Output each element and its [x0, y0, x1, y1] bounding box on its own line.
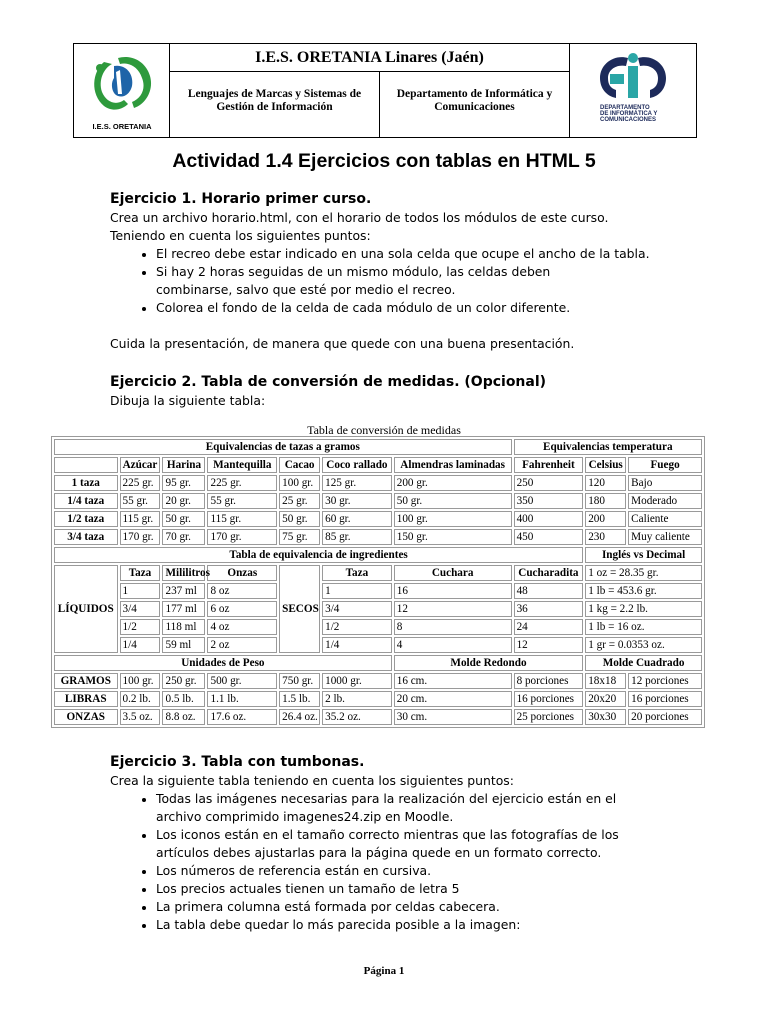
table-cell: 1/4 — [322, 637, 392, 653]
exercise-1-text-1: Crea un archivo horario.html, con el horario de todos los módulos de este curso. — [110, 210, 609, 225]
school-name: I.E.S. ORETANIA Linares (Jaén) — [170, 44, 570, 72]
table-cell: 4 oz — [207, 619, 277, 635]
table-cell: 115 gr. — [207, 511, 277, 527]
table-cell: 30 cm. — [394, 709, 512, 725]
header-ingredientes: Tabla de equivalencia de ingredientes — [54, 547, 583, 563]
table-cell: 100 gr. — [120, 673, 161, 689]
header-molde-redondo: Molde Redondo — [394, 655, 583, 671]
dept-line-1: Departamento de Informática y — [396, 88, 553, 100]
table-cell: 8 — [394, 619, 512, 635]
table-cell: 1 — [120, 583, 161, 599]
table-cell: 12 — [394, 601, 512, 617]
table-cell: 59 ml — [162, 637, 205, 653]
table-cell: 350 — [514, 493, 584, 509]
dept-line-2: Comunicaciones — [434, 101, 515, 113]
list-item: • Todas las imágenes necesarias para la realización del ejercicio están en el archivo comprimido imagenes24.zip en Moodle. — [156, 790, 630, 826]
table-row — [54, 529, 702, 545]
table-cell: 118 ml — [162, 619, 205, 635]
table-cell: 100 gr. — [279, 475, 320, 491]
col-header: Fuego — [628, 457, 702, 473]
col-header: Coco rallado — [322, 457, 392, 473]
table-cell: 250 gr. — [162, 673, 205, 689]
table-cell: 17.6 oz. — [207, 709, 277, 725]
table-cell: 30x30 — [585, 709, 626, 725]
table-cell: 1/2 — [120, 619, 161, 635]
table-cell: 85 gr. — [322, 529, 392, 545]
table-cell: 18x18 — [585, 673, 626, 689]
dic-caption-2: DE INFORMÁTICA Y — [600, 111, 658, 117]
table-cell: 16 porciones — [628, 691, 702, 707]
col-header: Cucharadita — [514, 565, 584, 581]
col-header: Cuchara — [394, 565, 512, 581]
table-row — [54, 619, 702, 635]
table-cell: 170 gr. — [120, 529, 161, 545]
table-cell: 100 gr. — [394, 511, 512, 527]
table-cell: 1 lb = 16 oz. — [585, 619, 702, 635]
header-peso: Unidades de Peso — [54, 655, 392, 671]
col-header: Celsius — [585, 457, 626, 473]
liquidos-label: LÍQUIDOS — [54, 565, 118, 653]
table-cell: 177 ml — [162, 601, 205, 617]
table-cell: 1.1 lb. — [207, 691, 277, 707]
table-cell: 200 — [585, 511, 626, 527]
table-cell: 20 gr. — [162, 493, 205, 509]
row-header: LIBRAS — [54, 691, 118, 707]
table-cell: Moderado — [628, 493, 702, 509]
header-temperatura: Equivalencias temperatura — [514, 439, 702, 455]
empty-cell — [54, 457, 118, 473]
list-item: • La primera columna está formada por celdas cabecera. — [156, 898, 630, 916]
table-cell: 50 gr. — [162, 511, 205, 527]
table-row — [54, 583, 702, 599]
table-row — [54, 601, 702, 617]
table-cell: 25 gr. — [279, 493, 320, 509]
table-cell: 48 — [514, 583, 584, 599]
table-cell: 30 gr. — [322, 493, 392, 509]
exercise-2-text: Dibuja la siguiente tabla: — [110, 393, 266, 408]
table-cell: 1/4 — [120, 637, 161, 653]
exercise-3-bullets — [110, 790, 710, 934]
table-cell: 16 cm. — [394, 673, 512, 689]
table-row — [54, 547, 702, 563]
ies-oretania-logo — [74, 44, 170, 137]
table-cell: 20x20 — [585, 691, 626, 707]
col-header: Fahrenheit — [514, 457, 584, 473]
table-cell: 12 porciones — [628, 673, 702, 689]
row-header: 1/2 taza — [54, 511, 118, 527]
table-row — [54, 475, 702, 491]
table-cell: 50 gr. — [279, 511, 320, 527]
table-cell: 50 gr. — [394, 493, 512, 509]
dic-logo — [570, 44, 696, 137]
table-cell: 225 gr. — [120, 475, 161, 491]
header-tazas: Equivalencias de tazas a gramos — [54, 439, 512, 455]
list-item: • La tabla debe quedar lo más parecida posible a la imagen: — [156, 916, 630, 934]
table-row — [54, 493, 702, 509]
exercise-1-text-2: Teniendo en cuenta los siguientes puntos: — [110, 228, 371, 243]
document-header — [73, 43, 697, 138]
dic-caption-1: DEPARTAMENTO — [600, 105, 650, 111]
exercise-3-heading: Ejercicio 3. Tabla con tumbonas. — [110, 754, 365, 770]
table-cell: 8.8 oz. — [162, 709, 205, 725]
subject-line-2: Gestión de Información — [216, 101, 333, 113]
col-header: Mantequilla — [207, 457, 277, 473]
subject-name — [170, 72, 380, 137]
table-row — [54, 457, 702, 473]
table-cell: 400 — [514, 511, 584, 527]
subject-line-1: Lenguajes de Marcas y Sistemas de — [187, 88, 362, 100]
dic-logo-icon — [570, 44, 696, 106]
exercise-2 — [110, 372, 710, 410]
page-title: Actividad 1.4 Ejercicios con tablas en HTML 5 — [172, 150, 596, 172]
table-cell: 20 porciones — [628, 709, 702, 725]
ies-logo-icon — [74, 44, 170, 122]
col-header: Cacao — [279, 457, 320, 473]
table-cell: 55 gr. — [120, 493, 161, 509]
table-cell: 55 gr. — [207, 493, 277, 509]
table-cell: 36 — [514, 601, 584, 617]
table-cell: 750 gr. — [279, 673, 320, 689]
ies-logo-caption: I.E.S. ORETANIA — [92, 122, 152, 131]
table-row — [54, 655, 702, 671]
list-item: • Los números de referencia están en cursiva. — [156, 862, 630, 880]
table-cell: 20 cm. — [394, 691, 512, 707]
table-cell: 1.5 lb. — [279, 691, 320, 707]
table-cell: 237 ml — [162, 583, 205, 599]
col-header: Onzas — [207, 565, 277, 581]
col-header: Harina — [162, 457, 205, 473]
table-cell: 1 — [322, 583, 392, 599]
table-cell: 3.5 oz. — [120, 709, 161, 725]
exercise-3 — [110, 752, 710, 934]
table-row — [54, 691, 702, 707]
exercise-1 — [110, 189, 710, 353]
row-header: 1 taza — [54, 475, 118, 491]
table-cell: Muy caliente — [628, 529, 702, 545]
table-cell: 1 kg = 2.2 lb. — [585, 601, 702, 617]
table-cell: 200 gr. — [394, 475, 512, 491]
page-number: Página 1 — [363, 965, 405, 977]
table-row — [54, 439, 702, 455]
exercise-3-text: Crea la siguiente tabla teniendo en cuenta los siguientes puntos: — [110, 773, 514, 788]
table-cell: 115 gr. — [120, 511, 161, 527]
exercise-2-heading: Ejercicio 2. Tabla de conversión de medidas. (Opcional) — [110, 374, 547, 390]
table-cell: 26.4 oz. — [279, 709, 320, 725]
table-cell: 16 porciones — [514, 691, 584, 707]
table-cell: 2 oz — [207, 637, 277, 653]
table-cell: 25 porciones — [514, 709, 584, 725]
col-header: Taza — [120, 565, 161, 581]
table-cell: Bajo — [628, 475, 702, 491]
list-item: • Si hay 2 horas seguidas de un mismo módulo, las celdas deben combinarse, salvo que esté por medio el recreo. — [156, 263, 710, 299]
table-cell: 8 oz — [207, 583, 277, 599]
table-cell: 170 gr. — [207, 529, 277, 545]
table-cell: 1 oz = 28.35 gr. — [585, 565, 702, 581]
dic-logo-caption — [600, 105, 680, 123]
header-ingles: Inglés vs Decimal — [585, 547, 702, 563]
table-cell: 60 gr. — [322, 511, 392, 527]
table-cell: 75 gr. — [279, 529, 320, 545]
list-item: • El recreo debe estar indicado en una sola celda que ocupe el ancho de la tabla. — [156, 245, 710, 263]
table-row — [54, 709, 702, 725]
list-item: • Colorea el fondo de la celda de cada módulo de un color diferente. — [156, 299, 710, 317]
table-cell: 120 — [585, 475, 626, 491]
table-cell: 35.2 oz. — [322, 709, 392, 725]
table-cell: 1/2 — [322, 619, 392, 635]
table-cell: 0.2 lb. — [120, 691, 161, 707]
dic-caption-3: COMUNICACIONES — [600, 117, 657, 123]
table-cell: 3/4 — [322, 601, 392, 617]
header-molde-cuadrado: Molde Cuadrado — [585, 655, 702, 671]
exercise-1-closing: Cuida la presentación, de manera que quede con una buena presentación. — [110, 336, 575, 351]
table-row — [54, 673, 702, 689]
table-cell: 250 — [514, 475, 584, 491]
table-cell: Caliente — [628, 511, 702, 527]
col-header: Azúcar — [120, 457, 161, 473]
table-cell: 16 — [394, 583, 512, 599]
exercise-1-bullets — [110, 245, 710, 317]
table-cell: 6 oz — [207, 601, 277, 617]
table-row — [54, 565, 702, 581]
table-cell: 1 gr = 0.0353 oz. — [585, 637, 702, 653]
table-cell: 24 — [514, 619, 584, 635]
list-item: • Los iconos están en el tamaño correcto mientras que las fotografías de los artículos debes ajustarlas para la página quede en un formato correcto. — [156, 826, 630, 862]
row-header: ONZAS — [54, 709, 118, 725]
table-cell: 225 gr. — [207, 475, 277, 491]
list-item: • Los precios actuales tienen un tamaño de letra 5 — [156, 880, 630, 898]
table-cell: 150 gr. — [394, 529, 512, 545]
table-cell: 2 lb. — [322, 691, 392, 707]
row-header: 3/4 taza — [54, 529, 118, 545]
table-cell: 125 gr. — [322, 475, 392, 491]
table-row — [54, 511, 702, 527]
row-header: GRAMOS — [54, 673, 118, 689]
table-cell: 1000 gr. — [322, 673, 392, 689]
department-name — [380, 72, 570, 137]
table-cell: 12 — [514, 637, 584, 653]
table-cell: 180 — [585, 493, 626, 509]
table-cell: 8 porciones — [514, 673, 584, 689]
table-caption: Tabla de conversión de medidas — [307, 423, 461, 437]
exercise-1-heading: Ejercicio 1. Horario primer curso. — [110, 191, 372, 207]
table-cell: 95 gr. — [162, 475, 205, 491]
table-cell: 1 lb = 453.6 gr. — [585, 583, 702, 599]
table-cell: 70 gr. — [162, 529, 205, 545]
row-header: 1/4 taza — [54, 493, 118, 509]
table-cell: 450 — [514, 529, 584, 545]
table-row — [54, 637, 702, 653]
conversion-table — [51, 436, 705, 728]
table-cell: 3/4 — [120, 601, 161, 617]
table-cell: 4 — [394, 637, 512, 653]
col-header: Almendras laminadas — [394, 457, 512, 473]
col-header: Taza — [322, 565, 392, 581]
table-cell: 230 — [585, 529, 626, 545]
table-cell: 500 gr. — [207, 673, 277, 689]
secos-label: SECOS — [279, 565, 320, 653]
table-cell: 0.5 lb. — [162, 691, 205, 707]
col-header: Mililitros — [162, 565, 205, 581]
